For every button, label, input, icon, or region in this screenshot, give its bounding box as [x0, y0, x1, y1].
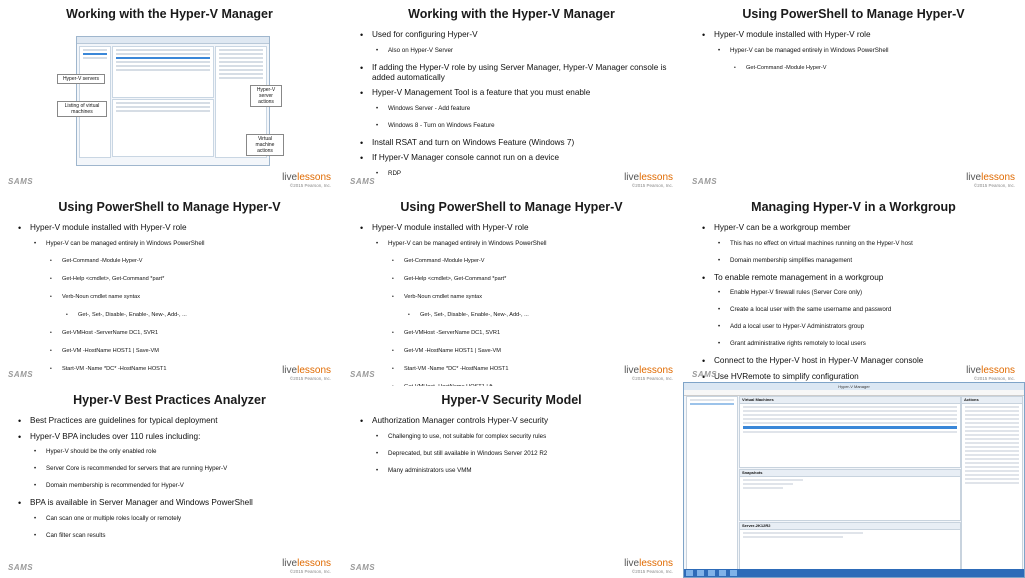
livelessons-logo: livelessons ©2015 Pearson, Inc. — [282, 365, 331, 381]
bullet-list — [700, 30, 1015, 81]
slide-5[interactable] — [342, 193, 681, 383]
livelessons-logo: livelessons ©2015 Pearson, Inc. — [624, 558, 673, 574]
bullet-item: • Add a local user to Hyper-V Administrators group — [700, 322, 1015, 332]
slide-3[interactable] — [684, 0, 1023, 190]
slide-4[interactable] — [0, 193, 339, 383]
slide-6[interactable] — [684, 193, 1023, 383]
bullet-item: • Get-Help <cmdlet>, Get-Command *part* — [16, 274, 331, 284]
livelessons-logo: livelessons ©2015 Pearson, Inc. — [624, 172, 673, 188]
bullet-item: • Authorization Manager controls Hyper-V security — [358, 416, 673, 426]
bullet-item: • Get-, Set-, Disable-, Enable-, New-, Add-, ... — [358, 310, 673, 320]
sams-logo: SAMS — [350, 177, 376, 186]
bullet-item: • Get-VMHost -ServerName DC1, SVR1 — [16, 328, 331, 338]
bullet-item: • Can filter scan results — [16, 531, 331, 541]
slide-title: Using PowerShell to Manage Hyper-V — [58, 200, 281, 214]
bullet-item: • Can scan one or multiple roles locally or remotely — [16, 514, 331, 524]
livelessons-logo: livelessons ©2015 Pearson, Inc. — [966, 365, 1015, 381]
bullet-item: • Challenging to use, not suitable for complex security rules — [358, 432, 673, 442]
snapshots-panel[interactable]: Snapshots — [739, 469, 961, 521]
slide-title: Managing Hyper-V in a Workgroup — [751, 200, 956, 214]
slide-8[interactable] — [342, 386, 681, 576]
bullet-item: • Also on Hyper-V Server — [358, 46, 673, 56]
bullet-item: • Windows 8 - Turn on Windows Feature — [358, 121, 673, 131]
actions-pane[interactable]: Actions — [961, 396, 1023, 570]
bullet-item: • Get-VM -HostName HOST1 | Save-VM — [358, 346, 673, 356]
slide-title: Working with the Hyper-V Manager — [408, 7, 615, 21]
bullet-item: • Hyper-V module installed with Hyper-V role — [700, 30, 1015, 40]
bullet-item: • Verb-Noun cmdlet name syntax — [16, 292, 331, 302]
slide-2[interactable] — [342, 0, 681, 190]
bullet-item: • If Hyper-V Manager console cannot run on a device — [358, 153, 673, 163]
bullet-item: • Install RSAT and turn on Windows Feature (Windows 7) — [358, 138, 673, 148]
details-panel[interactable]: Server-2K12R2 — [739, 522, 961, 570]
taskbar[interactable] — [684, 569, 1024, 577]
bullet-item: • Hyper-V should be the only enabled role — [16, 447, 331, 457]
bullet-item: • BPA is available in Server Manager and Windows PowerShell — [16, 498, 331, 508]
bullet-item: • Best Practices are guidelines for typical deployment — [16, 416, 331, 426]
bullet-item: • Start-VM -Name *DC* -HostName HOST1 — [16, 364, 331, 374]
bullet-list — [16, 223, 331, 382]
bullet-item: • Enable Hyper-V firewall rules (Server Core only) — [700, 288, 1015, 298]
bullet-item: • Server Core is recommended for servers that are running Hyper-V — [16, 464, 331, 474]
livelessons-logo: livelessons ©2015 Pearson, Inc. — [624, 365, 673, 381]
bullet-item: • This has no effect on virtual machines running on the Hyper-V host — [700, 239, 1015, 249]
bullet-item: • Many administrators use VMM — [358, 466, 673, 476]
bullet-item: • Get-Command -Module Hyper-V — [358, 256, 673, 266]
bullet-list — [358, 30, 673, 186]
bullet-item: • Domain membership is recommended for Hyper-V — [16, 481, 331, 491]
bullet-item: • Start-VM -Name *DC* -HostName HOST1 — [358, 364, 673, 374]
bullet-item: • If adding the Hyper-V role by using Server Manager, Hyper-V Manager console is added automatically — [358, 63, 673, 83]
livelessons-logo: livelessons ©2015 Pearson, Inc. — [966, 172, 1015, 188]
slide-title: Using PowerShell to Manage Hyper-V — [400, 200, 623, 214]
callout-vm-actions: Virtual machine actions — [246, 134, 284, 156]
sams-logo: SAMS — [350, 563, 376, 572]
bullet-item: • Hyper-V can be managed entirely in Windows PowerShell — [16, 239, 331, 249]
bullet-item: • Use HVRemote to simplify configuration — [700, 372, 1015, 382]
bullet-item: • Create a local user with the same username and password — [700, 305, 1015, 315]
sams-logo: SAMS — [8, 177, 34, 186]
bullet-item: • Get-VM -HostName HOST1 | Save-VM — [16, 346, 331, 356]
window-title: Hyper-V Manager — [684, 383, 1024, 390]
bullet-item: • Hyper-V can be managed entirely in Windows PowerShell — [700, 46, 1015, 56]
bullet-item: • Connect to the Hyper-V host in Hyper-V Manager console — [700, 356, 1015, 366]
bullet-item: • To enable remote management in a workgroup — [700, 273, 1015, 283]
livelessons-logo: livelessons ©2015 Pearson, Inc. — [282, 172, 331, 188]
slide-title: Hyper-V Best Practices Analyzer — [73, 393, 266, 407]
callout-hyperv-servers: Hyper-V servers — [57, 74, 105, 84]
callout-vm-listing: Listing of virtual machines — [57, 101, 107, 117]
bullet-item: • Verb-Noun cmdlet name syntax — [358, 292, 673, 302]
vm-panel[interactable]: Virtual Machines — [739, 396, 961, 468]
bullet-item: • Used for configuring Hyper-V — [358, 30, 673, 40]
bullet-item: • RDP — [358, 169, 673, 179]
sams-logo: SAMS — [692, 177, 718, 186]
bullet-item: • Grant administrative rights remotely to local users — [700, 339, 1015, 349]
bullet-item: • Deprecated, but still available in Windows Server 2012 R2 — [358, 449, 673, 459]
center-pane — [739, 396, 959, 568]
vm-details — [112, 99, 214, 157]
bullet-item: • Hyper-V module installed with Hyper-V role — [16, 223, 331, 233]
bullet-list — [700, 223, 1015, 387]
livelessons-logo: livelessons ©2015 Pearson, Inc. — [282, 558, 331, 574]
bullet-list — [358, 416, 673, 483]
server-tree[interactable] — [686, 396, 738, 570]
bullet-item: • Hyper-V Management Tool is a feature that you must enable — [358, 88, 673, 98]
bullet-item: • Get-Command -Module Hyper-V — [16, 256, 331, 266]
bullet-item: • Get-Help <cmdlet>, Get-Command *part* — [358, 274, 673, 284]
slide-9-hyperv-manager[interactable] — [683, 382, 1025, 578]
bullet-item: • Get-Command -Module Hyper-V — [700, 63, 1015, 73]
slide-title: Working with the Hyper-V Manager — [66, 7, 273, 21]
slide-1[interactable] — [0, 0, 339, 190]
bullet-item: • Domain membership simplifies management — [700, 256, 1015, 266]
bullet-item: • Get-, Set-, Disable-, Enable-, New-, Add-, ... — [16, 310, 331, 320]
slide-title: Using PowerShell to Manage Hyper-V — [742, 7, 965, 21]
bullet-item: • Hyper-V module installed with Hyper-V role — [358, 223, 673, 233]
vm-list — [112, 46, 214, 98]
bullet-item: • Hyper-V BPA includes over 110 rules including: — [16, 432, 331, 442]
bullet-item: • Get-VMHost -ServerName DC1, SVR1 — [358, 328, 673, 338]
slide-7[interactable] — [0, 386, 339, 576]
callout-server-actions: Hyper-V server actions — [250, 85, 282, 107]
bullet-item: • Hyper-V can be managed entirely in Windows PowerShell — [358, 239, 673, 249]
window-titlebar — [77, 37, 269, 44]
sams-logo: SAMS — [350, 370, 376, 379]
bullet-item: • Hyper-V can be a workgroup member — [700, 223, 1015, 233]
bullet-list — [16, 416, 331, 548]
sams-logo: SAMS — [8, 563, 34, 572]
slide-title: Hyper-V Security Model — [441, 393, 582, 407]
sams-logo: SAMS — [8, 370, 34, 379]
sams-logo: SAMS — [692, 370, 718, 379]
bullet-item: • Windows Server - Add feature — [358, 104, 673, 114]
